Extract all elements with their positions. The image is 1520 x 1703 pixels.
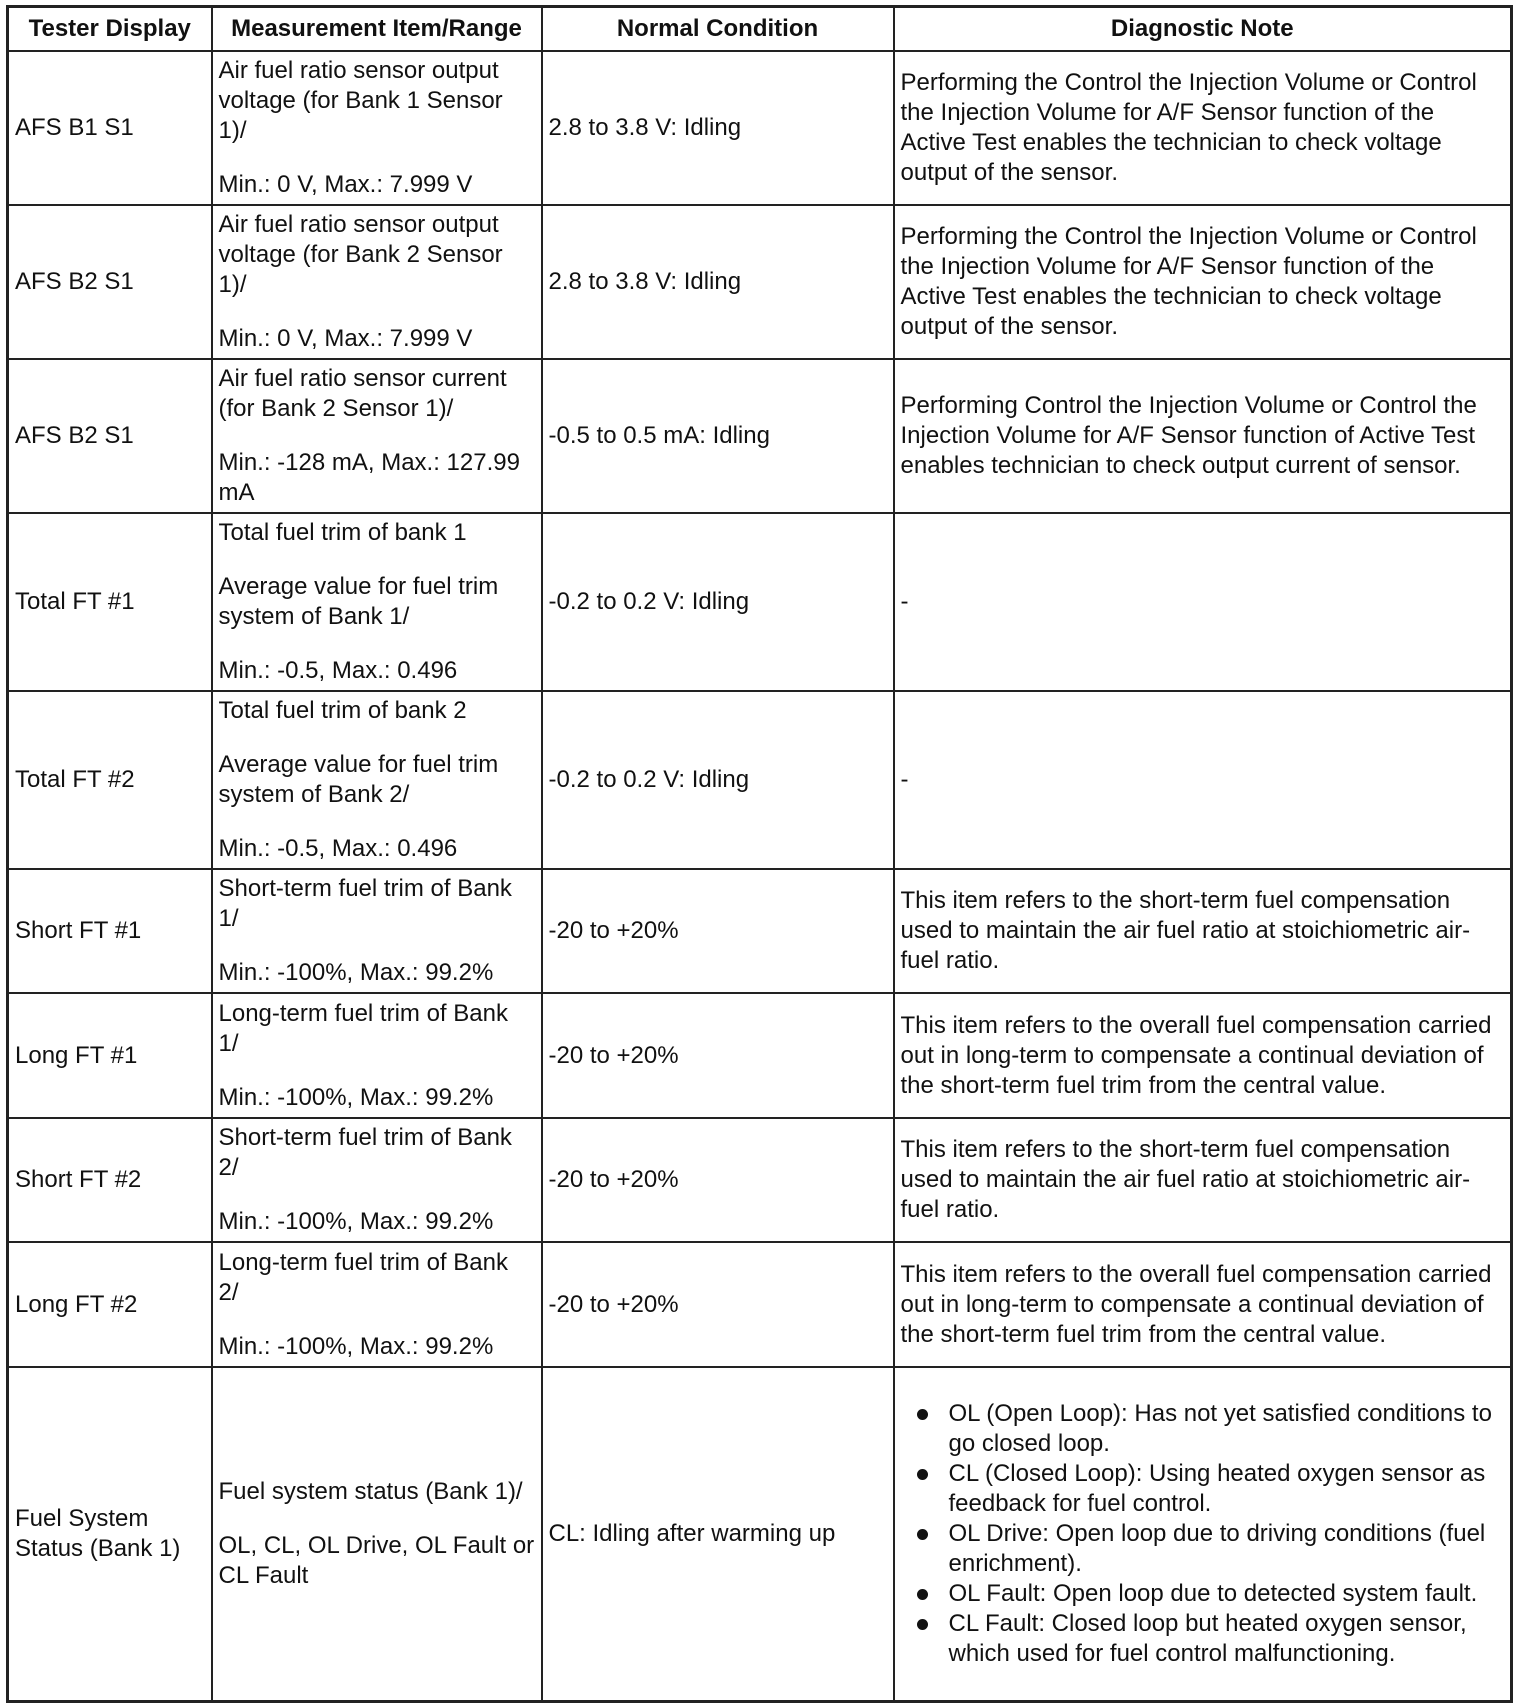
list-item: OL Fault: Open loop due to detected system fault. — [949, 1579, 1505, 1609]
item-range: Min.: 0 V, Max.: 7.999 V — [218, 325, 473, 352]
table-row — [8, 1242, 1512, 1367]
cell-diagnostic-note: This item refers to the overall fuel compensation carried out in long-term to compensate a continual deviation of the short-term fuel trim from the central value. — [894, 1242, 1512, 1367]
cell-normal-condition: -20 to +20% — [542, 1242, 894, 1367]
cell-measurement-item — [212, 205, 542, 359]
table-row — [8, 359, 1512, 513]
item-text: Short-term fuel trim of Bank 2/ — [218, 1124, 512, 1181]
item-range: OL, CL, OL Drive, OL Fault or CL Fault — [218, 1531, 535, 1589]
cell-diagnostic-note: This item refers to the short-term fuel compensation used to maintain the air fuel ratio at stoichiometric air-fuel ratio. — [894, 1118, 1512, 1242]
cell-diagnostic-note: - — [894, 691, 1512, 869]
table-row — [8, 993, 1512, 1118]
data-list-table — [6, 5, 1513, 1703]
cell-measurement-item — [212, 993, 542, 1118]
item-description: Average value for fuel trim system of Bank 1/ — [218, 573, 499, 630]
item-range: Min.: -100%, Max.: 99.2% — [218, 1332, 494, 1360]
item-text: Air fuel ratio sensor output voltage (for Bank 1 Sensor 1)/ — [218, 57, 503, 144]
cell-measurement-item — [212, 1367, 542, 1701]
cell-measurement-item — [212, 359, 542, 513]
item-range: Min.: 0 V, Max.: 7.999 V — [218, 171, 473, 198]
cell-tester-display: Short FT #1 — [8, 869, 212, 993]
cell-tester-display: AFS B2 S1 — [8, 359, 212, 513]
header-measurement-item: Measurement Item/Range — [212, 7, 542, 52]
cell-normal-condition: CL: Idling after warming up — [542, 1367, 894, 1701]
table-row — [8, 513, 1512, 691]
cell-tester-display: Total FT #2 — [8, 691, 212, 869]
table-row — [8, 869, 1512, 993]
item-description: Average value for fuel trim system of Bank 2/ — [218, 751, 499, 808]
cell-measurement-item — [212, 1242, 542, 1367]
item-text: Long-term fuel trim of Bank 1/ — [218, 999, 508, 1057]
cell-normal-condition: 2.8 to 3.8 V: Idling — [542, 205, 894, 359]
item-text: Air fuel ratio sensor output voltage (for Bank 2 Sensor 1)/ — [218, 211, 503, 298]
cell-measurement-item — [212, 691, 542, 869]
cell-normal-condition: -20 to +20% — [542, 869, 894, 993]
item-text: Fuel system status (Bank 1)/ — [218, 1477, 523, 1505]
cell-diagnostic-note: - — [894, 513, 1512, 691]
item-text: Long-term fuel trim of Bank 2/ — [218, 1248, 508, 1306]
status-bullet-list — [901, 1399, 1505, 1669]
cell-measurement-item — [212, 869, 542, 993]
header-row — [8, 7, 1512, 52]
cell-diagnostic-note — [894, 1367, 1512, 1701]
cell-diagnostic-note: Performing Control the Injection Volume or Control the Injection Volume for A/F Sensor function of Active Test enables technician to check output current of sensor. — [894, 359, 1512, 513]
table-row — [8, 1118, 1512, 1242]
item-text: Air fuel ratio sensor current (for Bank 2 Sensor 1)/ — [218, 365, 507, 422]
item-text: Short-term fuel trim of Bank 1/ — [218, 875, 512, 932]
cell-normal-condition: 2.8 to 3.8 V: Idling — [542, 51, 894, 205]
cell-normal-condition: -20 to +20% — [542, 993, 894, 1118]
cell-measurement-item — [212, 513, 542, 691]
item-range: Min.: -100%, Max.: 99.2% — [218, 1208, 494, 1235]
item-text: Total fuel trim of bank 2 — [218, 697, 467, 724]
cell-diagnostic-note: Performing the Control the Injection Volume or Control the Injection Volume for A/F Sensor function of the Active Test enables the technician to check voltage output of the sensor. — [894, 205, 1512, 359]
item-text: Total fuel trim of bank 1 — [218, 519, 467, 546]
cell-measurement-item — [212, 51, 542, 205]
header-diagnostic-note: Diagnostic Note — [894, 7, 1512, 52]
cell-normal-condition: -0.5 to 0.5 mA: Idling — [542, 359, 894, 513]
table-row — [8, 1367, 1512, 1701]
table-row — [8, 691, 1512, 869]
cell-diagnostic-note: This item refers to the overall fuel compensation carried out in long-term to compensate a continual deviation of the short-term fuel trim from the central value. — [894, 993, 1512, 1118]
list-item: OL Drive: Open loop due to driving conditions (fuel enrichment). — [949, 1519, 1505, 1579]
list-item: CL Fault: Closed loop but heated oxygen sensor, which used for fuel control malfunctioning. — [949, 1609, 1505, 1669]
item-range: Min.: -100%, Max.: 99.2% — [218, 959, 494, 986]
header-tester-display: Tester Display — [8, 7, 212, 52]
cell-tester-display: Total FT #1 — [8, 513, 212, 691]
list-item: OL (Open Loop): Has not yet satisfied conditions to go closed loop. — [949, 1399, 1505, 1459]
cell-tester-display: Long FT #1 — [8, 993, 212, 1118]
header-normal-condition: Normal Condition — [542, 7, 894, 52]
cell-normal-condition: -0.2 to 0.2 V: Idling — [542, 513, 894, 691]
cell-tester-display: Short FT #2 — [8, 1118, 212, 1242]
item-range: Min.: -0.5, Max.: 0.496 — [218, 835, 458, 862]
cell-normal-condition: -20 to +20% — [542, 1118, 894, 1242]
item-range: Min.: -0.5, Max.: 0.496 — [218, 657, 458, 684]
cell-tester-display: AFS B1 S1 — [8, 51, 212, 205]
cell-tester-display: AFS B2 S1 — [8, 205, 212, 359]
cell-diagnostic-note: This item refers to the short-term fuel compensation used to maintain the air fuel ratio at stoichiometric air-fuel ratio. — [894, 869, 1512, 993]
table-row — [8, 205, 1512, 359]
list-item: CL (Closed Loop): Using heated oxygen sensor as feedback for fuel control. — [949, 1459, 1505, 1519]
table-row — [8, 51, 1512, 205]
cell-tester-display: Long FT #2 — [8, 1242, 212, 1367]
item-range: Min.: -100%, Max.: 99.2% — [218, 1083, 494, 1111]
cell-measurement-item — [212, 1118, 542, 1242]
data-list-sheet — [6, 5, 1510, 1667]
cell-diagnostic-note: Performing the Control the Injection Volume or Control the Injection Volume for A/F Sensor function of the Active Test enables the technician to check voltage output of the sensor. — [894, 51, 1512, 205]
cell-normal-condition: -0.2 to 0.2 V: Idling — [542, 691, 894, 869]
cell-tester-display: Fuel System Status (Bank 1) — [8, 1367, 212, 1701]
item-range: Min.: -128 mA, Max.: 127.99 mA — [218, 449, 520, 506]
